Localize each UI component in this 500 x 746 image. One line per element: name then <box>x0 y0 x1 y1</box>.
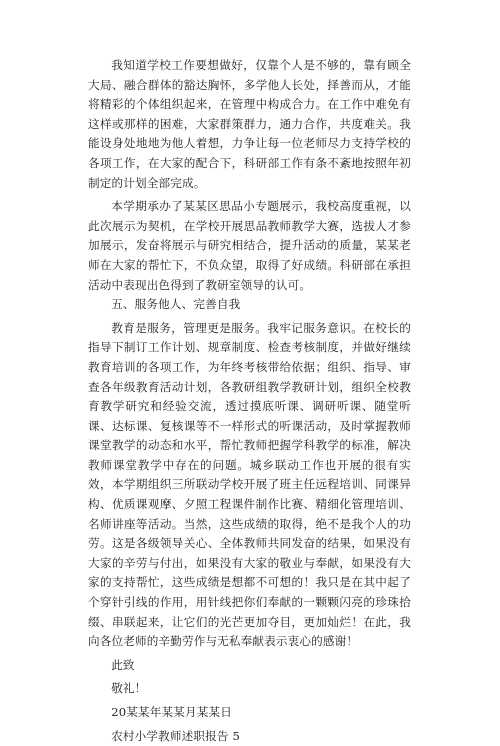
closing-block <box>88 656 411 746</box>
paragraph-service: 教育是服务，管理更是服务。我牢记服务意识。在校长的指导下制订工作计划、规章制度、检查考核制度，并做好继续教育培训的各项工作，为年终考核带给依据；组织、指导、审查各年级教育活动计划，各教研组教学教研计划，组织全校教育教学研究和经验交流，透过摸底听课、调研听课、随堂听课、达标课、复核课等不一样形式的听课活动，及时掌握教师课堂教学的动态和水平，帮忙教师把握学科教学的标准，解决教师课堂教学中存在的问题。城乡联动工作也开展的很有实效，本学期组织三所联动学校开展了班主任远程培训、同课异构、优质课观摩、夕照工程课件制作比赛、精细化管理培训、名师讲座等活动。当然，这些成绩的取得，绝不是我个人的功劳。这是各级领导关心、全体教师共同发奋的结果，如果没有大家的辛劳与付出，如果没有大家的敬业与奉献，如果没有大家的支持帮忙，这些成绩是想都不可想的！我只是在其中起了个穿针引线的作用，用针线把你们奉献的一颗颗闪亮的珍珠拾缀、串联起来，让它们的光芒更加夺目，更加灿烂！在此，我向各位老师的辛勤劳作与无私奉献表示衷心的感谢！ <box>88 320 411 649</box>
closing-regards: 敬礼！ <box>111 681 147 696</box>
section-heading: 五、服务他人、完善自我 <box>111 297 241 312</box>
closing-date: 20某某年某某月某某日 <box>111 705 232 719</box>
document-body <box>88 56 411 746</box>
next-report-title: 农村小学教师述职报告 5 <box>111 728 240 743</box>
paragraph-exhibition: 本学期承办了某某区思品小专题展示，我校高度重视，以此次展示为契机，在学校开展思品教师教学大赛，选拔人才参加展示，发奋将展示与研究相结合，提升活动的质量，某某老师在大家的帮忙下，不负众望，取得了好成绩。科研部在承担活动中表现出色得到了教研室领导的认可。 <box>88 199 411 292</box>
paragraph-teamwork: 我知道学校工作要想做好，仅靠个人是不够的，靠有顾全大局、融合群体的豁达胸怀，多学他人长处，择善而从，才能将精彩的个体组织起来，在管理中构成合力。在工作中难免有这样或那样的困难，大家群策群力，通力合作，共度难关。我能设身处地地为他人着想，力争让每一位老师尽力支持学校的各项工作，在大家的配合下，科研部工作有条不紊地按照年初制定的计划全部完成。 <box>88 58 411 190</box>
closing-salutation: 此致 <box>111 657 135 672</box>
